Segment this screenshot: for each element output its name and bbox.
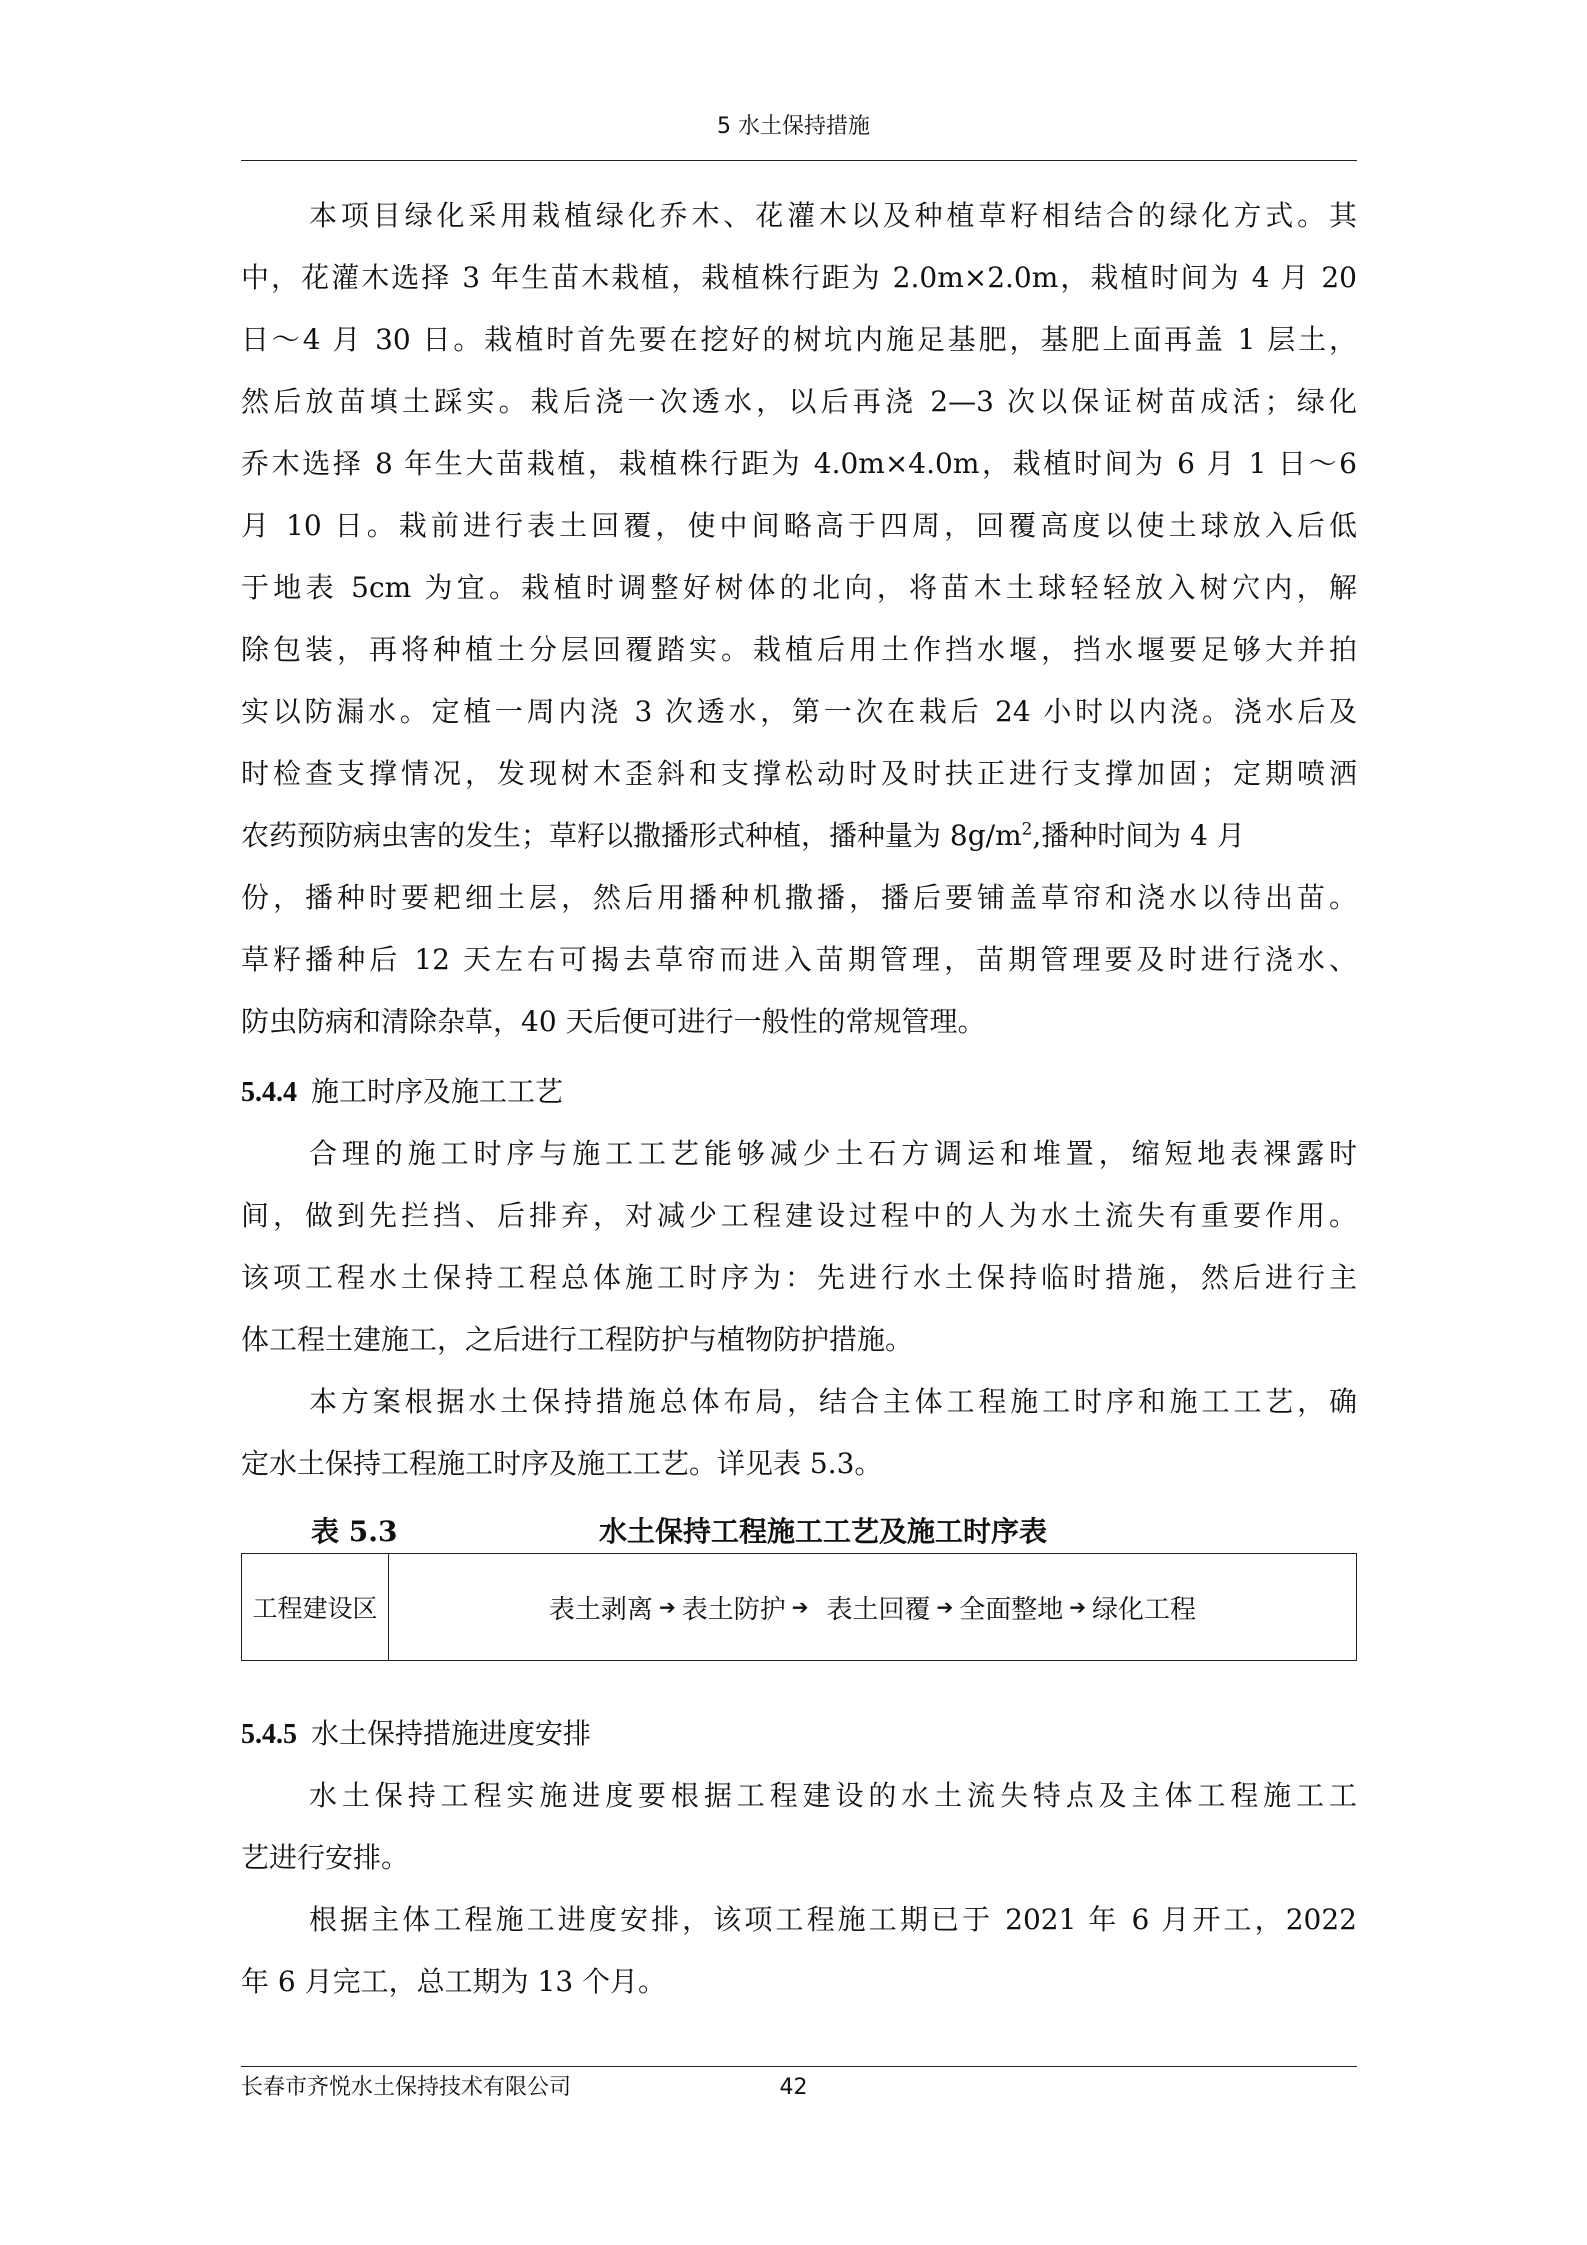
process-flow bbox=[389, 1554, 1356, 1660]
text-line: 间，做到先拦挡、后排弃，对减少工程建设过程中的人为水土流失有重要作用。 bbox=[241, 1199, 1357, 1232]
running-header: 5 水土保持措施 bbox=[717, 114, 870, 139]
arrow-right-icon: ➔ bbox=[936, 1595, 954, 1619]
section-heading-5-4-5 bbox=[241, 1714, 591, 1755]
process-step: 表土回覆 bbox=[826, 1594, 931, 1625]
process-table bbox=[241, 1553, 1357, 1661]
arrow-right-icon: ➔ bbox=[791, 1595, 809, 1619]
section-title: 水土保持措施进度安排 bbox=[311, 1717, 592, 1750]
process-step: 绿化工程 bbox=[1092, 1594, 1197, 1625]
header-rule bbox=[241, 160, 1357, 161]
text-line: 合理的施工时序与施工工艺能够减少土石方调运和堆置，缩短地表裸露时 bbox=[309, 1137, 1357, 1170]
text-line: 时检查支撑情况，发现树木歪斜和支撑松动时及时扶正进行支撑加固；定期喷洒 bbox=[241, 757, 1357, 790]
text-line: 月 10 日。栽前进行表土回覆，使中间略高于四周，回覆高度以使土球放入后低 bbox=[241, 509, 1357, 542]
text-line: 本项目绿化采用栽植绿化乔木、花灌木以及种植草籽相结合的绿化方式。其 bbox=[309, 199, 1357, 232]
superscript: 2 bbox=[1021, 818, 1033, 839]
text-line: 然后放苗填土踩实。栽后浇一次透水，以后再浇 2—3 次以保证树苗成活；绿化 bbox=[241, 385, 1357, 418]
arrow-right-icon: ➔ bbox=[1069, 1595, 1087, 1619]
table-label: 表 5.3 bbox=[311, 1515, 398, 1548]
text-line: 中，花灌木选择 3 年生苗木栽植，栽植株行距为 2.0m×2.0m，栽植时间为 4 月 20 bbox=[241, 261, 1357, 294]
text-line-with-superscript bbox=[241, 816, 1357, 856]
text-line: 乔木选择 8 年生大苗栽植，栽植株行距为 4.0m×4.0m，栽植时间为 6 月 1 日～6 bbox=[241, 447, 1357, 480]
page-number: 42 bbox=[779, 2075, 808, 2100]
text-line: 水土保持工程实施进度要根据工程建设的水土流失特点及主体工程施工工 bbox=[309, 1779, 1357, 1812]
text-line: 除包装，再将种植土分层回覆踏实。栽植后用土作挡水堰，挡水堰要足够大并拍 bbox=[241, 633, 1357, 666]
text-line: 定水土保持工程施工时序及施工工艺。详见表 5.3。 bbox=[241, 1447, 883, 1480]
text-line: 日～4 月 30 日。栽植时首先要在挖好的树坑内施足基肥，基肥上面再盖 1 层土， bbox=[241, 323, 1357, 356]
table-row-header: 工程建设区 bbox=[242, 1554, 389, 1660]
footer-company: 长春市齐悦水土保持技术有限公司 bbox=[241, 2075, 572, 2100]
process-step: 全面整地 bbox=[959, 1594, 1064, 1625]
text-line: 艺进行安排。 bbox=[241, 1841, 410, 1874]
text-run: 农药预防病虫害的发生；草籽以撒播形式种植，播种量为 8g/m bbox=[241, 819, 1022, 852]
text-line: 年 6 月完工，总工期为 13 个月。 bbox=[241, 1965, 667, 1998]
text-line: 防虫防病和清除杂草，40 天后便可进行一般性的常规管理。 bbox=[241, 1005, 986, 1038]
text-line: 体工程土建施工，之后进行工程防护与植物防护措施。 bbox=[241, 1323, 914, 1356]
footer-rule bbox=[241, 2066, 1357, 2067]
text-line: 本方案根据水土保持措施总体布局，结合主体工程施工时序和施工工艺，确 bbox=[309, 1385, 1357, 1418]
arrow-right-icon: ➔ bbox=[658, 1595, 676, 1619]
text-run: ,播种时间为 4 月 bbox=[1032, 819, 1245, 852]
table-title: 水土保持工程施工工艺及施工时序表 bbox=[599, 1515, 1048, 1548]
section-heading-5-4-4 bbox=[241, 1072, 563, 1113]
text-line: 根据主体工程施工进度安排，该项工程施工期已于 2021 年 6 月开工，2022 bbox=[309, 1903, 1357, 1936]
text-line: 份，播种时要耙细土层，然后用播种机撒播，播后要铺盖草帘和浇水以待出苗。 bbox=[241, 881, 1357, 914]
text-line: 实以防漏水。定植一周内浇 3 次透水，第一次在栽后 24 小时以内浇。浇水后及 bbox=[241, 695, 1357, 728]
text-line: 草籽播种后 12 天左右可揭去草帘而进入苗期管理，苗期管理要及时进行浇水、 bbox=[241, 943, 1357, 976]
section-title: 施工时序及施工工艺 bbox=[311, 1075, 564, 1108]
process-step: 表土防护 bbox=[681, 1594, 786, 1625]
text-line: 于地表 5cm 为宜。栽植时调整好树体的北向，将苗木土球轻轻放入树穴内，解 bbox=[241, 571, 1357, 604]
process-step: 表土剥离 bbox=[548, 1594, 653, 1625]
section-number: 5.4.4 bbox=[241, 1077, 297, 1108]
section-number: 5.4.5 bbox=[241, 1719, 297, 1750]
text-line: 该项工程水土保持工程总体施工时序为：先进行水土保持临时措施，然后进行主 bbox=[241, 1261, 1357, 1294]
